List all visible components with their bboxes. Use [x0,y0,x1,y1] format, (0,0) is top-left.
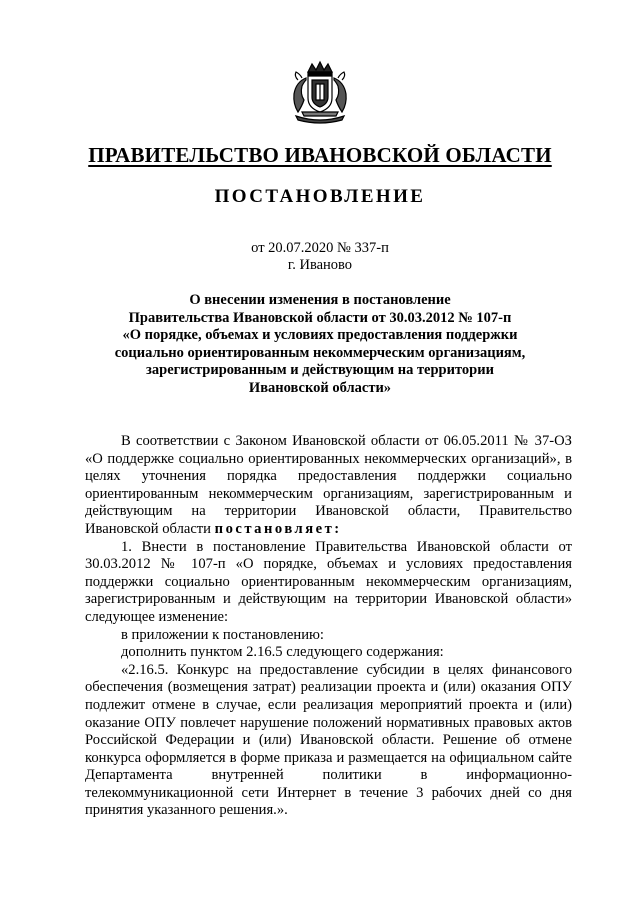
subject-line: Правительства Ивановской области от 30.03.2012 № 107-п [128,309,512,326]
preamble-paragraph [85,433,572,539]
subject-line: социально ориентированным некоммерческим организациям, [114,344,526,361]
preamble-text: В соответствии с Законом Ивановской области от 06.05.2011 № 37-ОЗ «О поддержке социально ориентированных некоммерческих организаций», в целях уточнения порядка предоставления поддержки социально ориентированным некоммерческим организациям, зарегистрированным и действующим на территории Ивановской области, Правительство Ивановской области [85,433,572,537]
item-1-paragraph: 1. Внести в постановление Правительства Ивановской области от 30.03.2012 № 107-п «О порядке, объемах и условиях предоставления поддержки социально ориентированным некоммерческим организациям, зарегистрированным и действующим на территории Ивановской области» следующее изменение: [85,538,572,625]
clause-paragraph: «2.16.5. Конкурс на предоставление субсидии в целях финансового обеспечения (возмещения затрат) реализации проекта и (или) оказания ОПУ подлежит отмене в случае, если реализация мероприятий проекта и (или) оказание ОПУ повлечет нарушение положений нормативных правовых актов Российской Федерации и (или) Ивановской области. Решение об отмене конкурса оформляется в форме приказа и размещается на официальном сайте Департамента внутренней политики в информационно-телекоммуникационной сети Интернет в течение 3 рабочих дней со дня принятия указанного решения.». [85,661,572,819]
appendix-paragraph: в приложении к постановлению: [121,626,324,643]
subject-line: зарегистрированным и действующим на территории [146,362,494,378]
coat-of-arms-icon [288,60,352,126]
subject-line: Ивановской области» [248,379,392,396]
document-type: ПОСТАНОВЛЕНИЕ [214,186,426,207]
subject-line: «О порядке, объемах и условиях предоставления поддержки [122,327,518,343]
document-body [85,433,572,820]
city: г. Иваново [287,257,353,273]
document-meta [0,240,640,274]
date-number: от 20.07.2020 № 337-п [251,240,389,256]
resolves-text: постановляет: [214,520,342,537]
supplement-paragraph: дополнить пунктом 2.16.5 следующего содержания: [121,644,444,661]
subject-line: О внесении изменения в постановление [189,292,451,308]
document-subject [90,292,550,397]
government-title: ПРАВИТЕЛЬСТВО ИВАНОВСКОЙ ОБЛАСТИ [88,143,552,167]
